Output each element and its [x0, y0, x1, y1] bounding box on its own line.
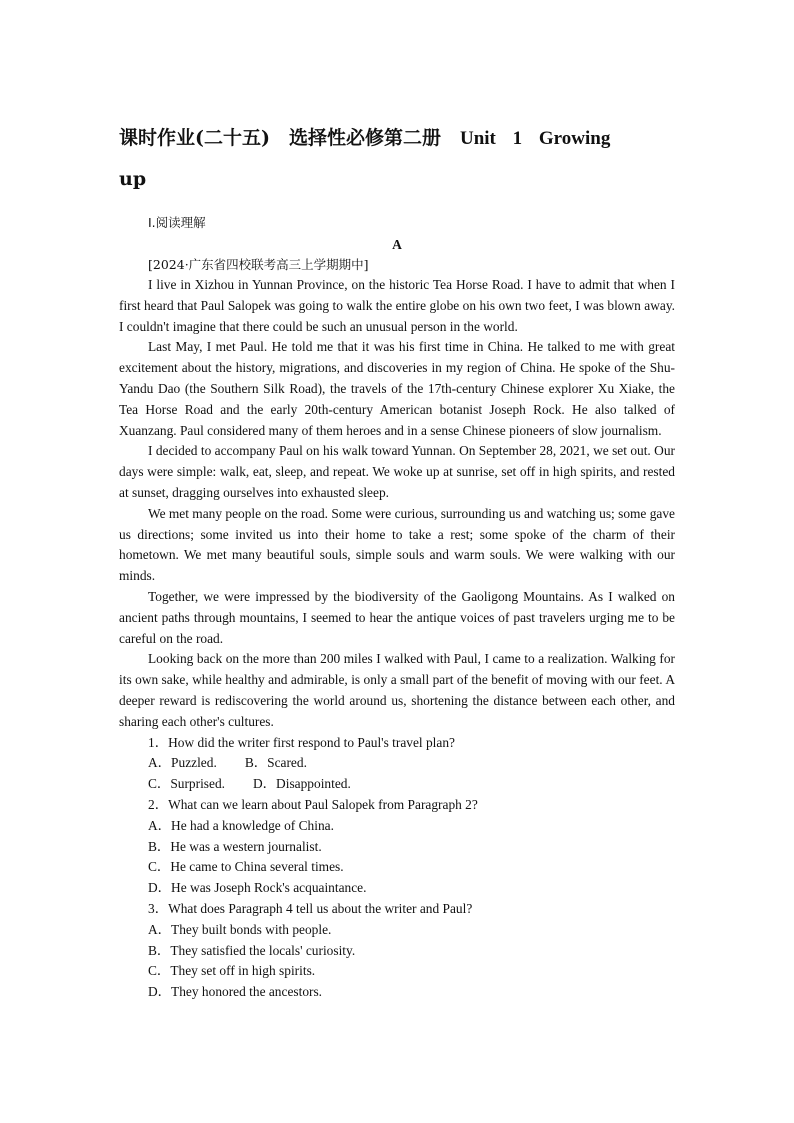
- option-d: D．They honored the ancestors.: [148, 984, 323, 1000]
- paragraph-2: Last May, I met Paul. He told me that it was his first time in China. He talked to me with great excitement about the history, migrations, and discoveries in my region of China. He spoke of the Shu-Yandu Dao (the Southern Silk Road), the travels of the 17th-century Chinese explorer Xu Xiake, the Tea Horse Road and the early 20th-century American botanist Joseph Rock. He also talked of Xuanzang. Paul considered many of them heroes and in a sense Chinese pioneers of slow journalism.: [119, 339, 675, 438]
- question-2: [119, 795, 675, 899]
- option-c: C．They set off in high spirits.: [148, 963, 316, 979]
- title-unit: Unit 1 Growing: [459, 128, 611, 149]
- question-list: [119, 733, 675, 1003]
- title-chinese: 课时作业(二十五) 选择性必修第二册: [119, 127, 460, 149]
- question-stem: 2．What can we learn about Paul Salopek from Paragraph 2?: [148, 796, 478, 812]
- title-tail: up: [119, 168, 147, 190]
- passage-source: [2024·广东省四校联考高三上学期期中]: [148, 257, 369, 272]
- option-row: [148, 774, 675, 795]
- option-a: A．They built bonds with people.: [148, 921, 332, 937]
- option-d: D．He was Joseph Rock's acquaintance.: [148, 880, 367, 896]
- option-b: B．They satisfied the locals' curiosity.: [148, 942, 356, 958]
- option-a: A．Puzzled.: [148, 755, 217, 771]
- passage-body: [119, 275, 675, 733]
- question-stem: 1．How did the writer first respond to Paul's travel plan?: [148, 734, 455, 750]
- option-d: D．Disappointed.: [253, 776, 351, 792]
- option-c: C．He came to China several times.: [148, 859, 344, 875]
- section-heading: Ⅰ.阅读理解: [148, 215, 206, 230]
- option-row: [148, 753, 675, 774]
- paragraph-5: Together, we were impressed by the biodiversity of the Gaoligong Mountains. As I walked on ancient paths through mountains, I seemed to hear the antique voices of past travelers urging me to be careful on the road.: [119, 588, 675, 646]
- paragraph-6: Looking back on the more than 200 miles I walked with Paul, I came to a realization. Walking for its own sake, while healthy and admirable, is only a small part of the benefit of moving with our feet. A deeper reward is rediscovering the world around us, shortening the distance between each other, and sharing each other's cultures.: [119, 651, 675, 729]
- paragraph-4: We met many people on the road. Some were curious, surrounding us and watching us; some gave us directions; some invited us into their home to take a rest; some spoke of the charm of their hometown. We met many beautiful souls, simple souls and warm souls. We were walking with our minds.: [119, 505, 675, 584]
- passage-letter: A: [392, 237, 402, 252]
- page-title: [119, 118, 675, 200]
- paragraph-3: I decided to accompany Paul on his walk toward Yunnan. On September 28, 2021, we set out. Our days were simple: walk, eat, sleep, and repeat. We woke up at sunrise, set off in high spirits, and rested at sunset, dragging ourselves into exhausted sleep.: [119, 443, 675, 500]
- option-b: B．He was a western journalist.: [148, 838, 322, 854]
- option-b: B．Scared.: [244, 755, 307, 771]
- option-c: C．Surprised.: [148, 776, 225, 792]
- question-1: [119, 733, 675, 795]
- paragraph-1: I live in Xizhou in Yunnan Province, on the historic Tea Horse Road. I have to admit that when I first heard that Paul Salopek was going to walk the entire globe on his own two feet, I was blown away. I couldn't imagine that there could be such an unusual person in the world.: [119, 277, 675, 334]
- question-stem: 3．What does Paragraph 4 tell us about the writer and Paul?: [148, 900, 473, 916]
- document-page: [119, 118, 675, 1003]
- option-a: A．He had a knowledge of China.: [148, 817, 334, 833]
- question-3: [119, 899, 675, 1003]
